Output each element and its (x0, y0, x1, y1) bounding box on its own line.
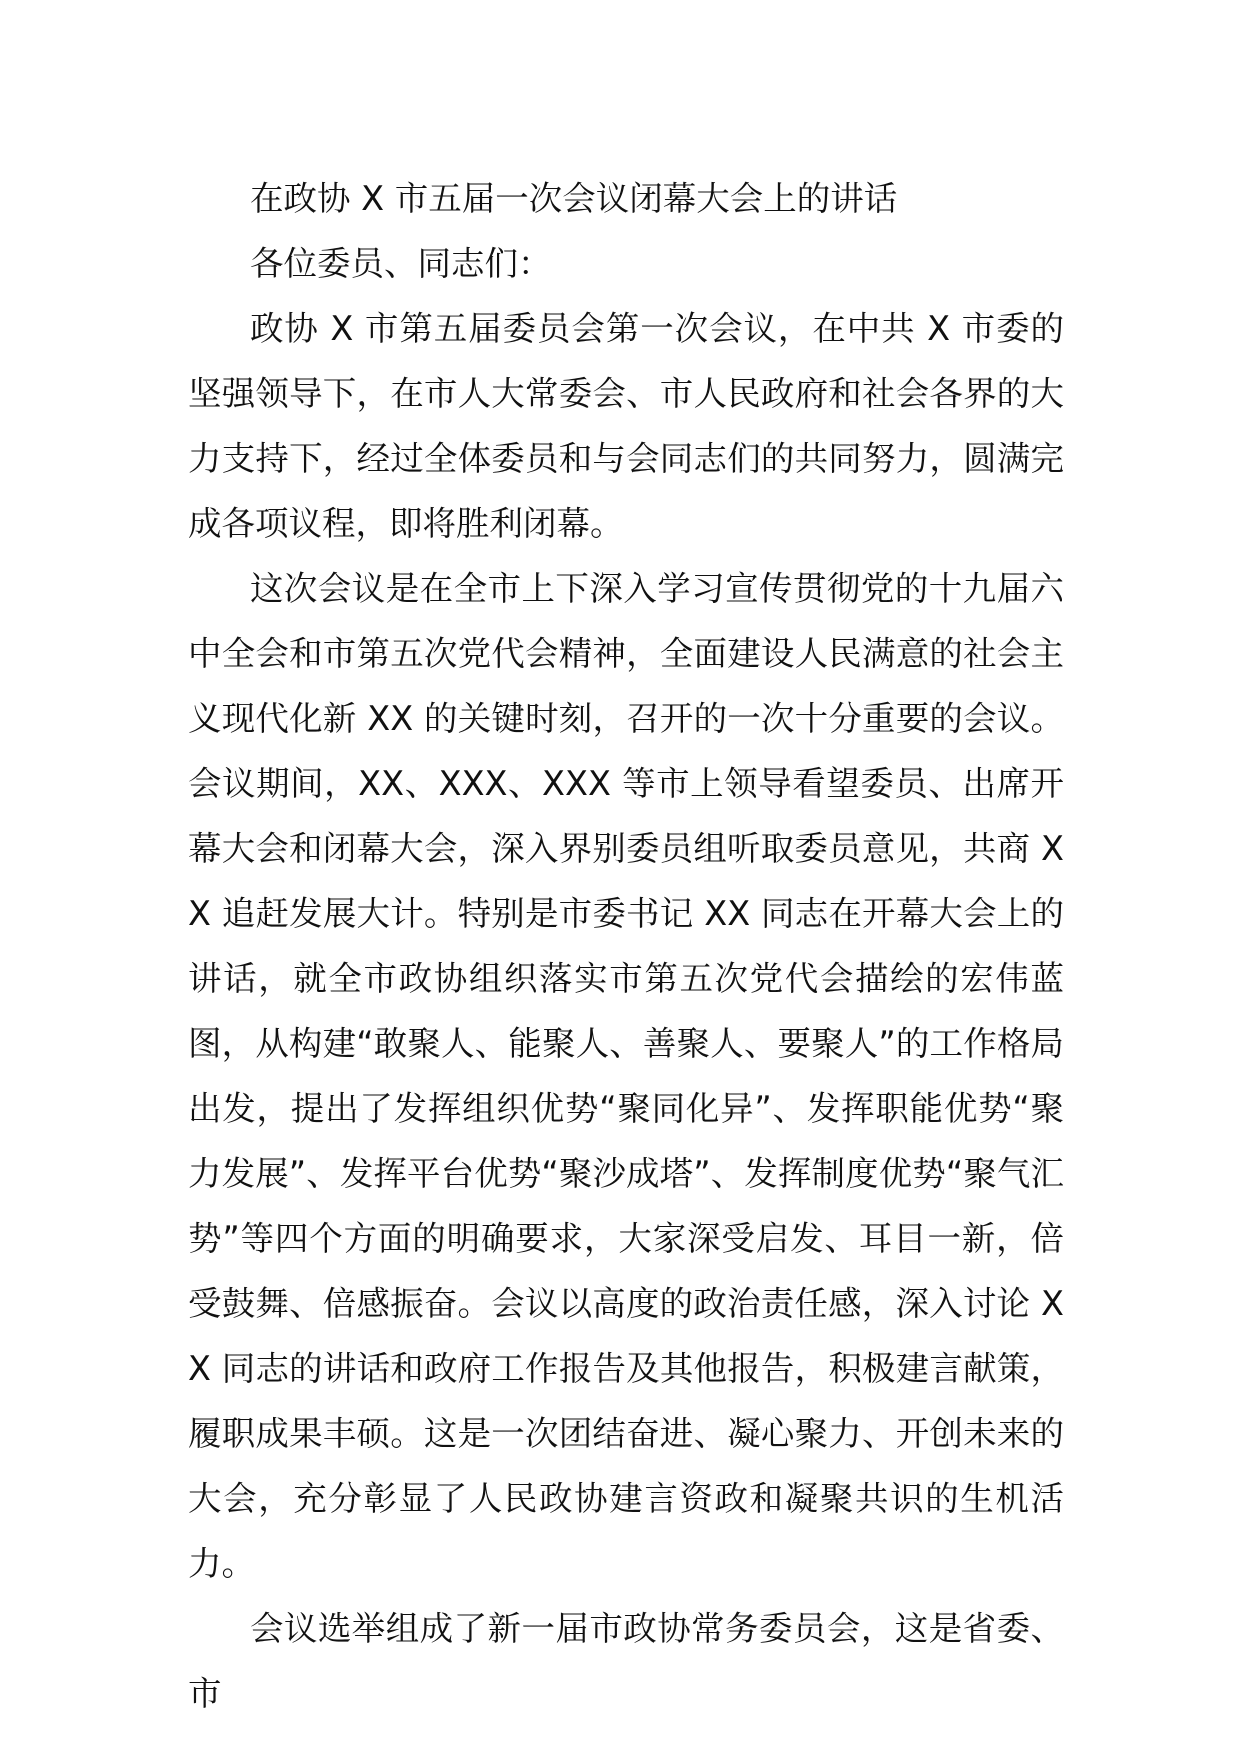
document-title: 在政协 X 市五届一次会议闭幕大会上的讲话 (250, 179, 898, 218)
salutation: 各位委员、同志们： (250, 244, 552, 283)
document-body (188, 166, 1064, 1726)
paragraph-3: 会议选举组成了新一届市政协常务委员会，这是省委、市 (188, 1609, 1064, 1713)
paragraph-1: 政协 X 市第五届委员会第一次会议，在中共 X 市委的坚强领导下，在市人大常委会、市人民政府和社会各界的大力支持下，经过全体委员和与会同志们的共同努力，圆满完成各项议程，即将胜利闭幕。 (188, 309, 1064, 543)
paragraph-2: 这次会议是在全市上下深入学习宣传贯彻党的十九届六中全会和市第五次党代会精神，全面建设人民满意的社会主义现代化新 XX 的关键时刻，召开的一次十分重要的会议。会议期间，XX、XXX、XXX 等市上领导看望委员、出席开幕大会和闭幕大会，深入界别委员组听取委员意见，共商 XX 追赶发展大计。特别是市委书记 XX 同志在开幕大会上的讲话，就全市政协组织落实市第五次党代会描绘的宏伟蓝图，从构建“敢聚人、能聚人、善聚人、要聚人”的工作格局出发，提出了发挥组织优势“聚同化异”、发挥职能优势“聚力发展”、发挥平台优势“聚沙成塔”、发挥制度优势“聚气汇势”等四个方面的明确要求，大家深受启发、耳目一新，倍受鼓舞、倍感振奋。会议以高度的政治责任感，深入讨论 XX 同志的讲话和政府工作报告及其他报告，积极建言献策，履职成果丰硕。这是一次团结奋进、凝心聚力、开创未来的大会，充分彰显了人民政协建言资政和凝聚共识的生机活力。 (188, 569, 1064, 1583)
